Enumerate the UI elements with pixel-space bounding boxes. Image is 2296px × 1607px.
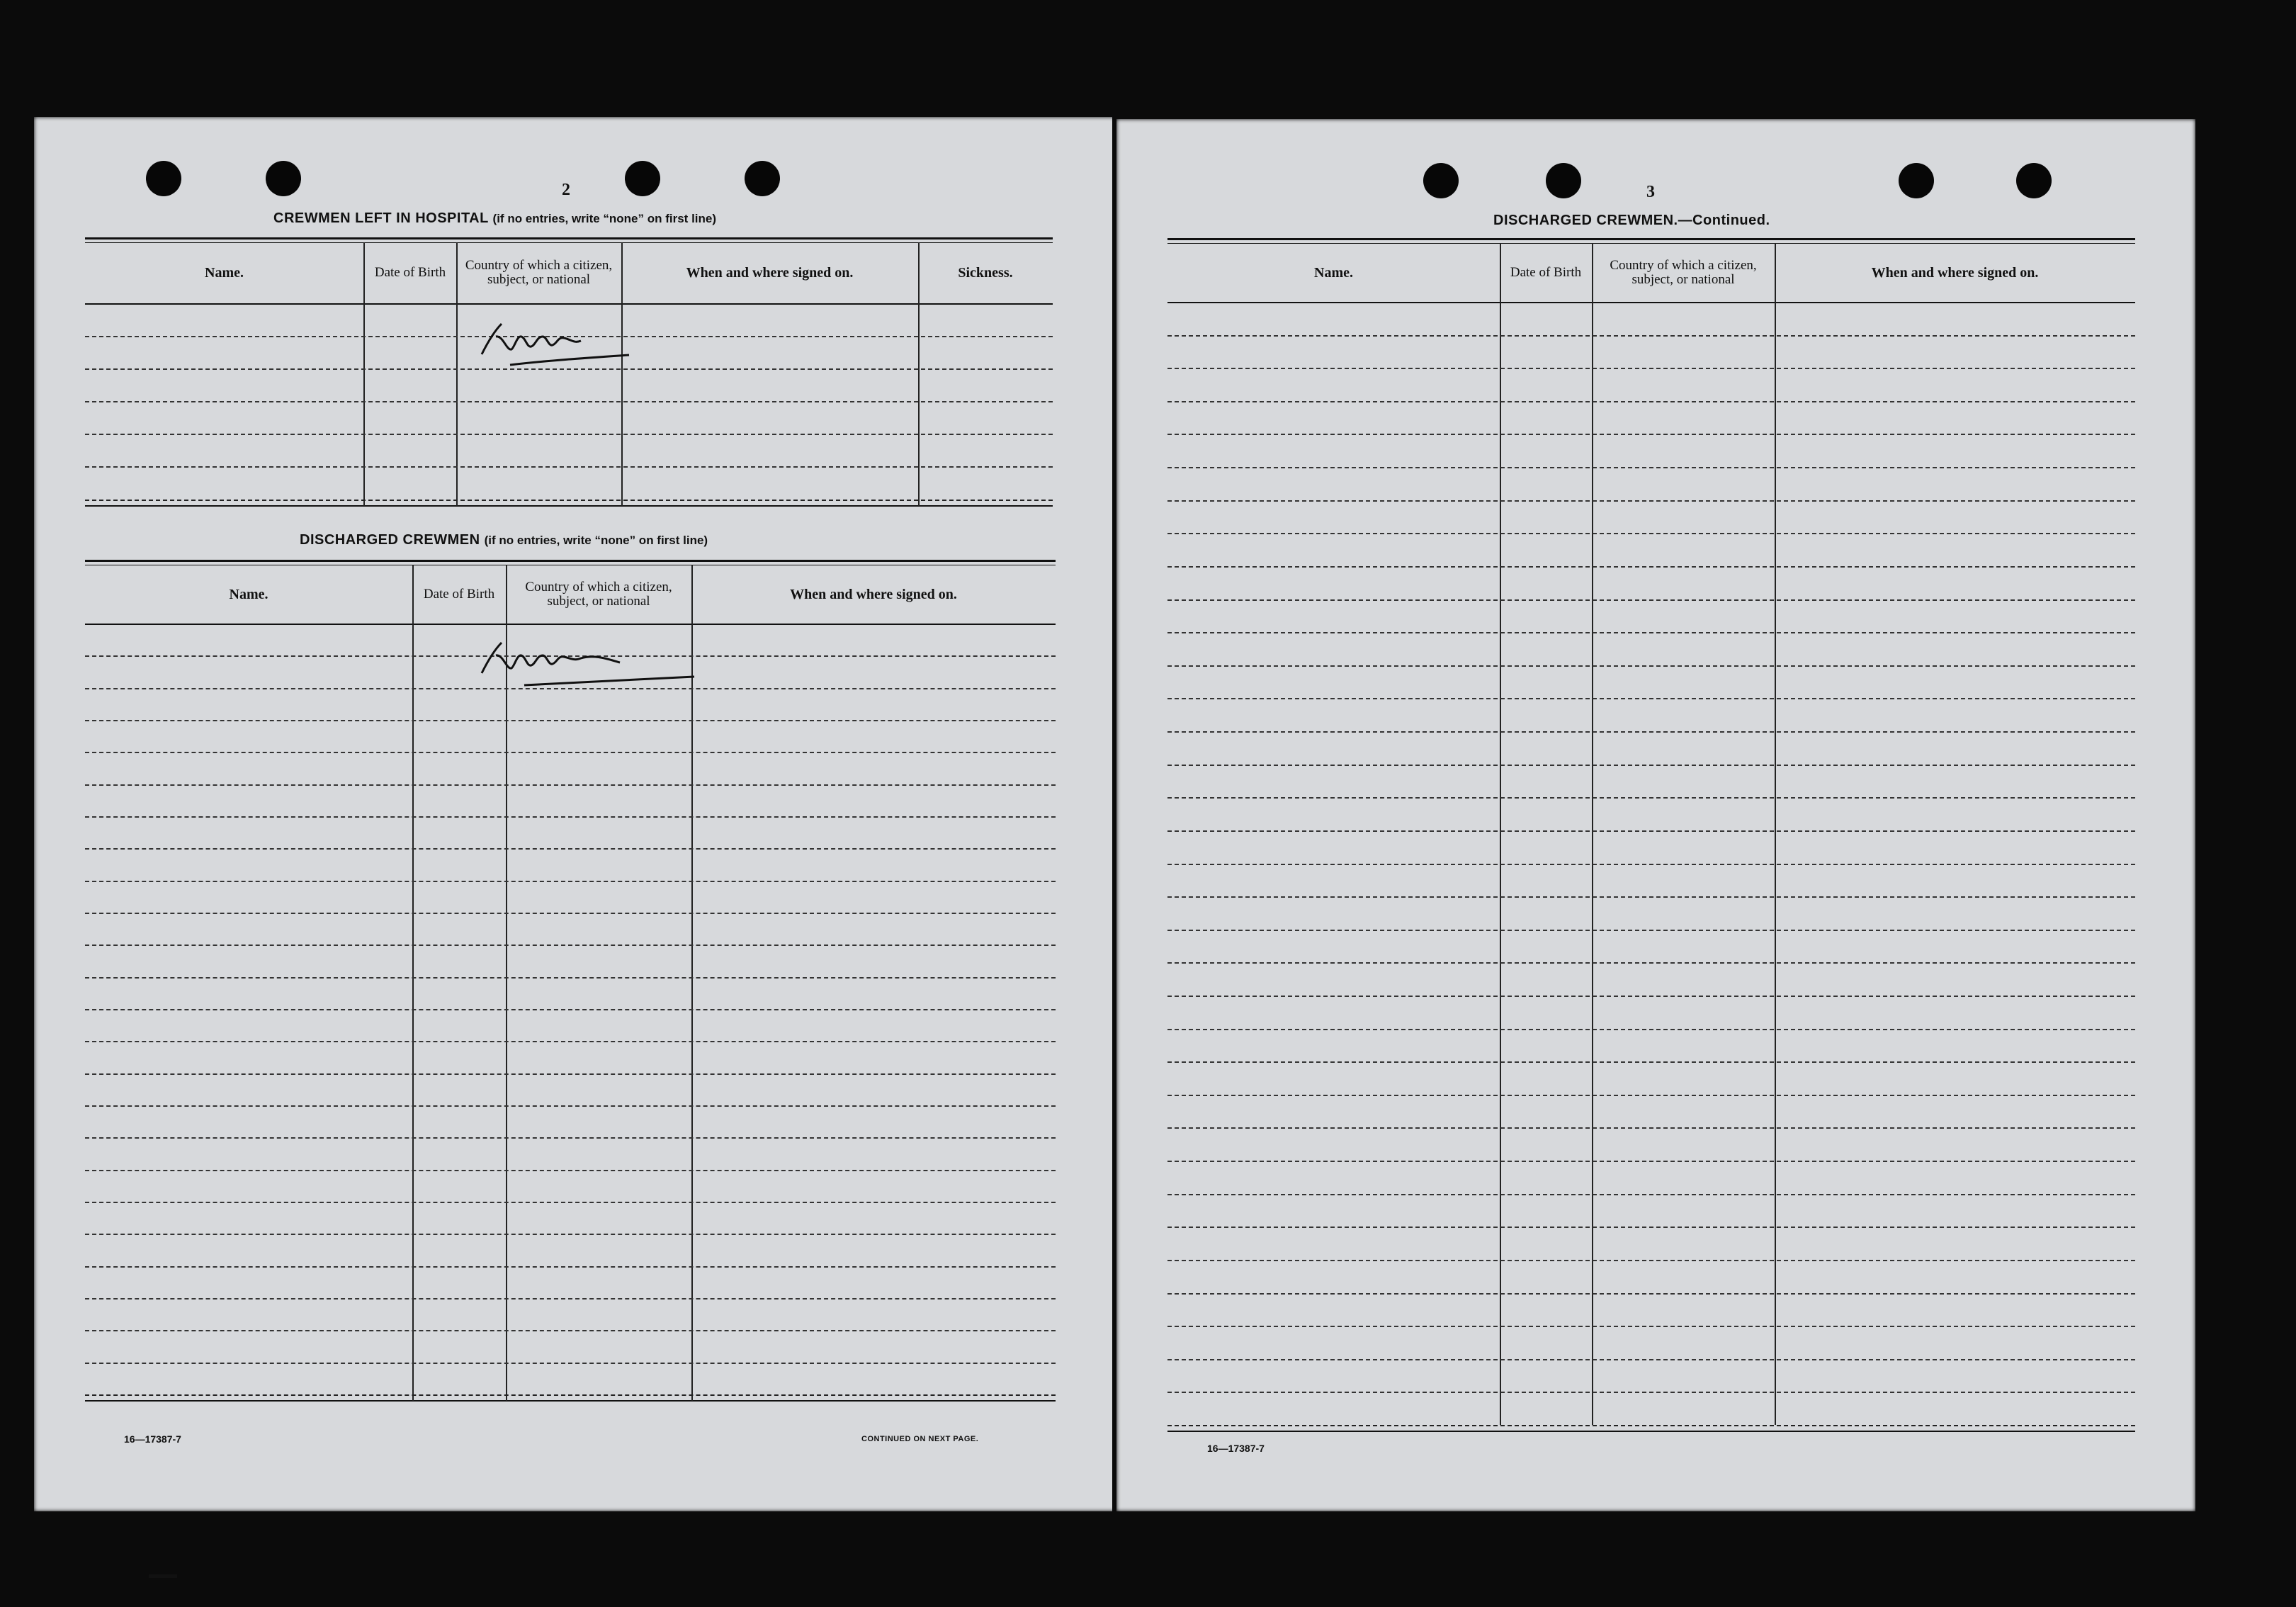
right-page — [1116, 119, 2195, 1511]
table-row — [1167, 1227, 2135, 1228]
table-row — [85, 977, 1056, 979]
punch-hole — [1423, 163, 1459, 198]
form-number: 16—17387-7 — [1207, 1443, 1265, 1454]
table-row — [1167, 1029, 2135, 1030]
discharged-table — [85, 560, 1056, 1402]
table-row — [1167, 1359, 2135, 1360]
table-row — [1167, 335, 2135, 337]
page-number: 3 — [1646, 183, 1655, 201]
column-header-when-where: When and where signed on. — [1871, 264, 2039, 281]
table-row — [1167, 996, 2135, 997]
table-row — [1167, 434, 2135, 435]
punch-hole — [266, 161, 301, 196]
table-row — [1167, 962, 2135, 964]
table-row — [85, 1266, 1056, 1268]
table-row — [1167, 1260, 2135, 1261]
left-page — [34, 117, 1116, 1511]
table-row — [85, 945, 1056, 946]
column-header-country: Country of which a citizen, subject, or national — [1610, 257, 1757, 287]
table-row — [85, 752, 1056, 753]
table-row — [1167, 731, 2135, 733]
table-row — [85, 1073, 1056, 1075]
discharged-instruction: (if no entries, write “none” on first line) — [484, 534, 708, 547]
punch-hole — [1899, 163, 1934, 198]
page-number: 2 — [562, 181, 570, 199]
column-header-sickness: Sickness. — [958, 265, 1013, 281]
continued-discharged-table — [1167, 238, 2135, 1556]
table-row — [1167, 500, 2135, 502]
table-row — [85, 848, 1056, 850]
column-header-date-of-birth: Date of Birth — [423, 586, 495, 602]
table-row — [85, 1170, 1056, 1171]
table-row — [85, 720, 1056, 721]
table-row — [1167, 864, 2135, 865]
table-row — [1167, 1293, 2135, 1295]
column-header-name: Name. — [229, 586, 268, 602]
column-header-date-of-birth: Date of Birth — [1510, 264, 1582, 280]
table-row — [1167, 1326, 2135, 1327]
table-row — [85, 1202, 1056, 1203]
column-header-name: Name. — [1314, 264, 1353, 281]
discharged-title-text: DISCHARGED CREWMEN — [300, 532, 480, 548]
table-row — [85, 1137, 1056, 1139]
table-row — [1167, 930, 2135, 931]
hospital-instruction: (if no entries, write “none” on first line) — [492, 212, 717, 225]
table-row — [1167, 467, 2135, 468]
table-row — [85, 1298, 1056, 1299]
table-row — [85, 1105, 1056, 1107]
table-row — [1167, 765, 2135, 766]
table-row — [85, 816, 1056, 818]
form-number: 16—17387-7 — [124, 1433, 181, 1445]
hospital-table — [85, 237, 1053, 507]
discharged-section-title — [300, 532, 708, 548]
edge-mark — [149, 1574, 177, 1578]
continued-section-title: DISCHARGED CREWMEN.—Continued. — [1493, 213, 1770, 228]
column-header-country: Country of which a citizen, subject, or national — [525, 579, 672, 609]
hospital-title-text: CREWMEN LEFT IN HOSPITAL — [273, 210, 489, 226]
table-row — [1167, 566, 2135, 568]
continued-rows — [1167, 302, 2135, 1425]
table-row — [1167, 797, 2135, 799]
table-row — [1167, 1127, 2135, 1129]
table-row — [1167, 533, 2135, 534]
column-header-country: Country of which a citizen, subject, or national — [465, 258, 613, 287]
table-row — [1167, 632, 2135, 633]
table-row — [85, 1041, 1056, 1042]
table-row — [85, 1363, 1056, 1364]
continued-note: CONTINUED ON NEXT PAGE. — [861, 1435, 979, 1443]
table-row — [1167, 1194, 2135, 1195]
table-row — [1167, 665, 2135, 667]
table-row — [1167, 599, 2135, 601]
table-row — [85, 1234, 1056, 1235]
table-row — [1167, 1392, 2135, 1393]
table-row — [1167, 896, 2135, 898]
column-header-name: Name. — [205, 265, 244, 281]
table-row — [85, 1009, 1056, 1010]
table-row — [1167, 1061, 2135, 1063]
table-row — [85, 913, 1056, 914]
table-row — [85, 784, 1056, 786]
punch-hole — [625, 161, 660, 196]
punch-hole — [2016, 163, 2052, 198]
table-row — [1167, 698, 2135, 699]
handwritten-none — [468, 315, 638, 372]
discharged-rows — [85, 624, 1056, 1394]
table-row — [1167, 368, 2135, 369]
punch-hole — [745, 161, 780, 196]
table-row — [1167, 830, 2135, 832]
table-row — [1167, 1095, 2135, 1096]
punch-hole — [1546, 163, 1581, 198]
column-header-when-where: When and where signed on. — [686, 265, 854, 281]
table-row — [85, 1330, 1056, 1331]
hospital-section-title — [273, 210, 716, 227]
handwritten-none — [468, 634, 701, 691]
column-header-when-where: When and where signed on. — [790, 586, 957, 602]
table-row — [1167, 1161, 2135, 1162]
punch-hole — [146, 161, 181, 196]
table-row — [85, 881, 1056, 882]
table-row — [1167, 401, 2135, 402]
column-header-date-of-birth: Date of Birth — [374, 265, 446, 280]
